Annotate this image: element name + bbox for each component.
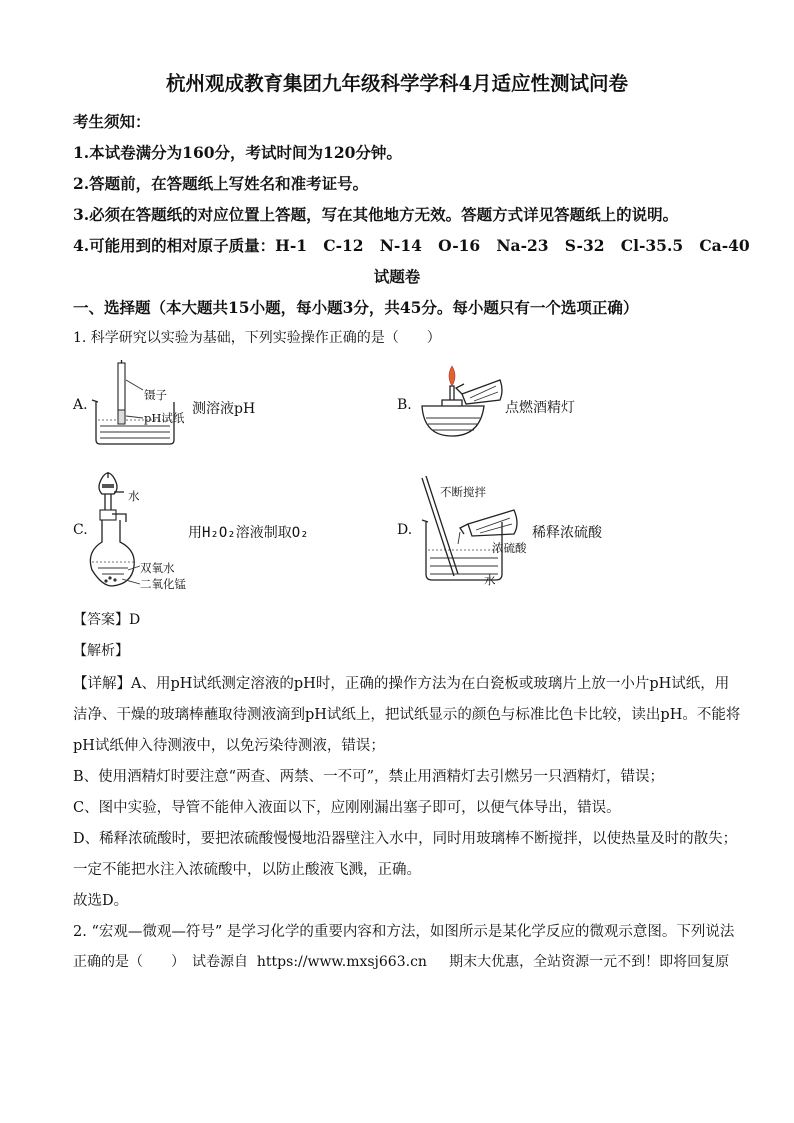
notice-item: 2.答题前，在答题纸上写姓名和准考证号。 bbox=[73, 174, 369, 193]
option-d-letter: D. bbox=[397, 522, 413, 538]
ph-test-figure bbox=[88, 360, 198, 445]
detail-line: pH试纸伸入待测液中，以免污染待测液，错误； bbox=[73, 738, 385, 754]
label-ph-paper: pH试纸 bbox=[144, 411, 185, 425]
detail-line: B、使用酒精灯时要注意“两查、两禁、一不可”，禁止用酒精灯去引燃另一只酒精灯，错误； bbox=[73, 769, 664, 785]
notice-item: 4.可能用到的相对原子质量：H-1 C-12 N-14 O-16 Na-23 S-32 Cl-35.5 Ca-40 bbox=[73, 236, 750, 255]
notice-heading: 考生须知： bbox=[73, 112, 151, 131]
option-d-caption: 稀释浓硫酸 bbox=[532, 525, 602, 541]
option-b-letter: B. bbox=[397, 397, 412, 413]
label-water-d: 水 bbox=[484, 573, 496, 587]
notice-item: 3.必须在答题纸的对应位置上答题，写在其他地方无效。答题方式详见答题纸上的说明。 bbox=[73, 205, 679, 224]
alcohol-lamp-figure bbox=[412, 360, 506, 440]
detail-line: 一定不能把水注入浓硫酸中，以防止酸液飞溅，正确。 bbox=[73, 862, 421, 878]
paper-section-label: 试题卷 bbox=[373, 267, 421, 286]
detail-line: 故选D。 bbox=[73, 893, 129, 909]
question-2-line: 2. “宏观—微观—符号” 是学习化学的重要内容和方法，如图所示是某化学反应的微观示意图。下列说法 bbox=[73, 924, 735, 940]
label-stirring: 不断搅拌 bbox=[440, 485, 486, 499]
option-a-letter: A. bbox=[73, 397, 88, 413]
label-tweezers: 镊子 bbox=[144, 388, 167, 402]
label-water: 水 bbox=[128, 489, 140, 503]
question-stem: 1. 科学研究以实验为基础，下列实验操作正确的是（ ） bbox=[73, 330, 441, 346]
option-c-letter: C. bbox=[73, 522, 88, 538]
paper-title: 杭州观成教育集团九年级科学学科4月适应性测试问卷 bbox=[165, 72, 629, 95]
detail-line: C、图中实验，导管不能伸入液面以下，应刚刚漏出塞子即可，以便气体导出，错误。 bbox=[73, 800, 621, 816]
option-a-caption: 测溶液pH bbox=[192, 401, 256, 417]
label-hydrogen-peroxide: 双氧水 bbox=[140, 561, 175, 575]
label-conc-sulfuric-acid: 浓硫酸 bbox=[492, 541, 527, 555]
label-manganese-dioxide: 二氧化锰 bbox=[140, 577, 186, 591]
section-heading: 一、选择题（本大题共15小题，每小题3分，共45分。每小题只有一个选项正确） bbox=[73, 298, 639, 317]
option-b-caption: 点燃酒精灯 bbox=[505, 400, 575, 416]
detail-line: D、稀释浓硫酸时，要把浓硫酸慢慢地沿器壁注入水中，同时用玻璃棒不断搅拌，以使热量及时的散失； bbox=[73, 831, 738, 847]
detail-line: 洁净、干燥的玻璃棒蘸取待测液滴到pH试纸上，把试纸显示的颜色与标准比色卡比较，读出pH。不能将 bbox=[73, 707, 741, 723]
option-c-caption: 用H₂O₂溶液制取O₂ bbox=[188, 525, 309, 541]
analysis-label: 【解析】 bbox=[73, 643, 129, 659]
question-2-line: 正确的是（ ） 试卷源自 https://www.mxsj663.cn 期末大优惠，全站资源一元不到！即将回复原 bbox=[73, 954, 730, 970]
detail-line: 【详解】A、用pH试纸测定溶液的pH时，正确的操作方法为在白瓷板或玻璃片上放一小片pH试纸，用 bbox=[73, 676, 730, 692]
notice-item: 1.本试卷满分为160分，考试时间为120分钟。 bbox=[73, 143, 402, 162]
answer-label: 【答案】D bbox=[73, 612, 141, 628]
